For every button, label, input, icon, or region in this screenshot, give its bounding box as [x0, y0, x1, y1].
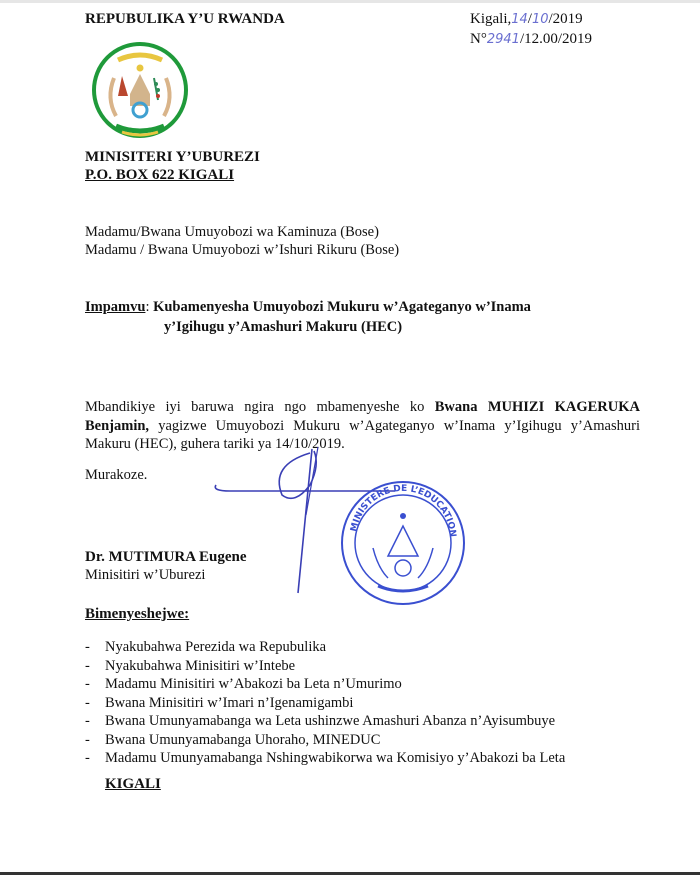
recipient-line-1: Madamu/Bwana Umuyobozi wa Kaminuza (Bose): [85, 224, 379, 240]
cc-item: - Nyakubahwa Minisitiri w’Intebe: [85, 657, 296, 674]
body-intro: Mbandikiye iyi baruwa ngira ngo mbamenyeshe ko: [85, 399, 435, 415]
ministry-official-seal-icon: [338, 478, 468, 608]
signatory-title: Minisitiri w’Uburezi: [85, 567, 206, 583]
body-rest: yagizwe Umuyobozi Mukuru w’Agateganyo w’Inama y’Igihugu y’Amashuri Makuru (HEC), guhera tariki ya 14/10/2019.: [85, 417, 640, 452]
subject-line: Impamvu: Kubamenyesha Umuyobozi Mukuru w’Agateganyo w’Inama: [85, 299, 531, 315]
cc-item: - Bwana Umunyamabanga Uhoraho, MINEDUC: [85, 731, 381, 748]
cc-item: - Nyakubahwa Perezida wa Repubulika: [85, 639, 327, 655]
cc-heading: Bimenyeshejwe:: [85, 606, 190, 622]
cc-item: - Bwana Umunyamabanga wa Leta ushinzwe Amashuri Abanza n’Ayisumbuye: [85, 713, 556, 729]
ministry-name: MINISITERI Y’UBUREZI: [85, 149, 260, 165]
date-day-handwritten: 14: [511, 12, 528, 27]
subject-text-line1: Kubamenyesha Umuyobozi Mukuru w’Agateganyo w’Inama: [153, 299, 531, 315]
svg-text:MINISTERE DE L’EDUCATION: MINISTERE DE L’EDUCATION: [349, 483, 458, 538]
page-top-edge: [0, 0, 700, 3]
po-box: P.O. BOX 622 KIGALI: [85, 167, 235, 183]
country-heading: REPUBULIKA Y’U RWANDA: [85, 11, 285, 27]
reference-number: [470, 30, 592, 49]
ref-prefix: N°: [470, 31, 487, 47]
date-year: /2019: [548, 11, 583, 27]
appointee-name: Bwana MUHIZI KAGERUKA Benjamin,: [85, 399, 640, 434]
letter-date: Kigali,14/10/2019: [470, 11, 583, 27]
rwanda-coat-of-arms-icon: [88, 38, 192, 142]
ref-suffix: /12.00/2019: [519, 31, 593, 47]
cc-item: - Madamu Minisitiri w’Abakozi ba Leta n’Umurimo: [85, 676, 402, 692]
ref-number-handwritten: 2941: [486, 32, 520, 47]
signatory-name: Dr. MUTIMURA Eugene: [85, 549, 247, 565]
cc-item: - Madamu Umunyamabanga Nshingwabikorwa wa Komisiyo y’Abakozi ba Leta: [85, 750, 566, 766]
cc-list: [85, 638, 565, 768]
date-month-handwritten: 10: [531, 12, 549, 27]
subject-label: Impamvu: [85, 299, 146, 315]
date-place: Kigali,: [470, 11, 512, 27]
recipient-line-2: Madamu / Bwana Umuyobozi w’Ishuri Rikuru (Bose): [85, 242, 400, 258]
closing-text: Murakoze.: [85, 467, 148, 483]
cc-city: KIGALI: [105, 776, 161, 792]
subject-text-line2: y’Igihugu y’Amashuri Makuru (HEC): [164, 319, 403, 335]
cc-item: - Bwana Minisitiri w’Imari n’Igenamigambi: [85, 694, 354, 711]
